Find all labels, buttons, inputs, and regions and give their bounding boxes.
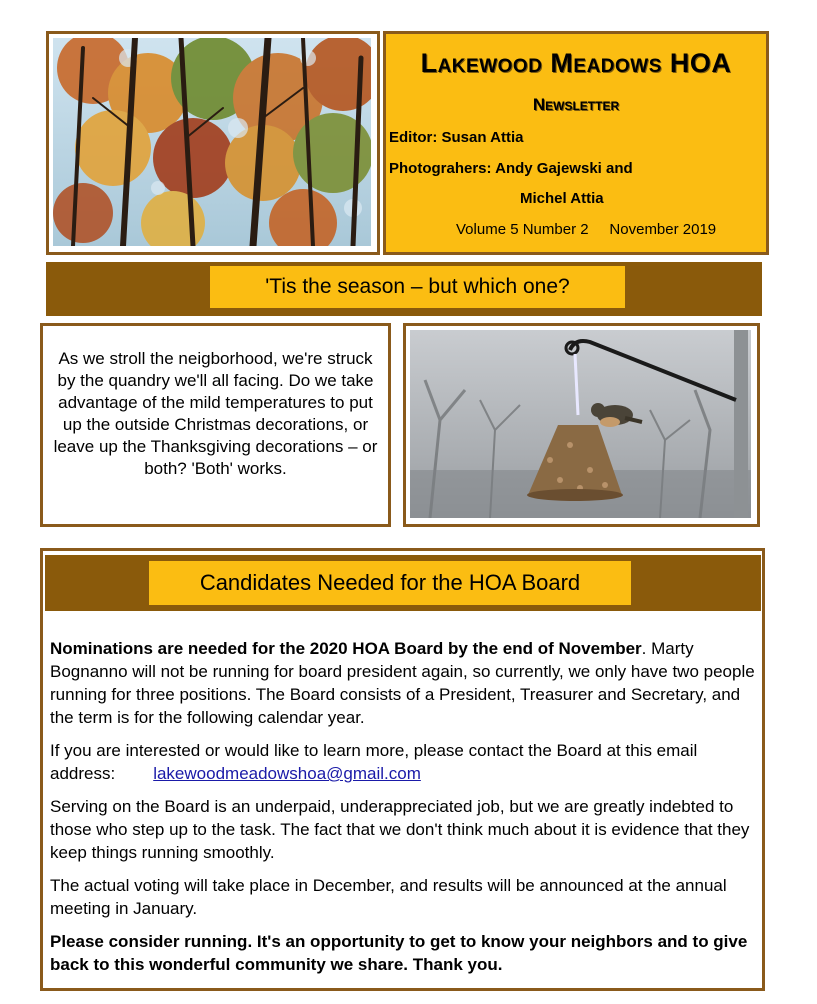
autumn-trees-photo (46, 31, 380, 255)
masthead (383, 31, 769, 255)
photographers-line: Photograhers: Andy Gajewski and (389, 160, 633, 177)
candidates-body (50, 637, 760, 986)
email-link[interactable]: lakewoodmeadowshoa@gmail.com (153, 764, 421, 783)
candidates-banner (45, 555, 761, 611)
nominations-rest: . Marty Bognanno will not be running for board president again, so currently, we only have two people running for three positions. The Board consists of a President, Treasurer and Secretary, and the term is for the following calendar year. (50, 639, 755, 727)
season-article (40, 323, 391, 527)
closing-bold: Please consider running. It's an opportunity to get to know your neighbors and to give back to this wonderful community we share. Thank you. (50, 932, 748, 974)
newsletter-subtitle: Newsletter (532, 95, 620, 114)
paragraph-serving: Serving on the Board is an underpaid, underappreciated job, but we are greatly indebted to those who step up to the task. The fact that we don't think much about it is evidence that they keep things running smoothly. (50, 797, 750, 862)
candidates-article (40, 548, 765, 991)
contact-text: If you are interested or would like to learn more, please contact the Board at this email address: (50, 741, 698, 783)
season-banner (46, 262, 762, 316)
autumn-trees-illustration (53, 38, 371, 246)
newsletter-title: Lakewood Meadows HOA (420, 48, 732, 78)
paragraph-voting: The actual voting will take place in December, and results will be announced at the annual meeting in January. (50, 876, 727, 918)
candidates-heading: Candidates Needed for the HOA Board (149, 561, 631, 605)
volume-number: Volume 5 Number 2 (456, 221, 589, 238)
season-heading: 'Tis the season – but which one? (210, 266, 625, 308)
volume-date-line (456, 221, 716, 238)
photographers-line-2: Michel Attia (520, 190, 604, 207)
bird-feeder-photo (403, 323, 760, 527)
bird-feeder-illustration (410, 330, 751, 518)
issue-date: November 2019 (609, 221, 717, 238)
paragraph-closing (50, 930, 760, 976)
paragraph-nominations (50, 637, 760, 729)
nominations-bold: Nominations are needed for the 2020 HOA Board by the end of November (50, 639, 642, 658)
season-article-text: As we stroll the neigborhood, we're struck by the quandry we'll all facing. Do we take advantage of the mild temperatures to put up the outside Christmas decorations, or leave up the Thanksgiving decorations – or both? 'Both' works. (53, 349, 378, 478)
editor-line: Editor: Susan Attia (389, 129, 524, 146)
paragraph-contact (50, 739, 760, 785)
